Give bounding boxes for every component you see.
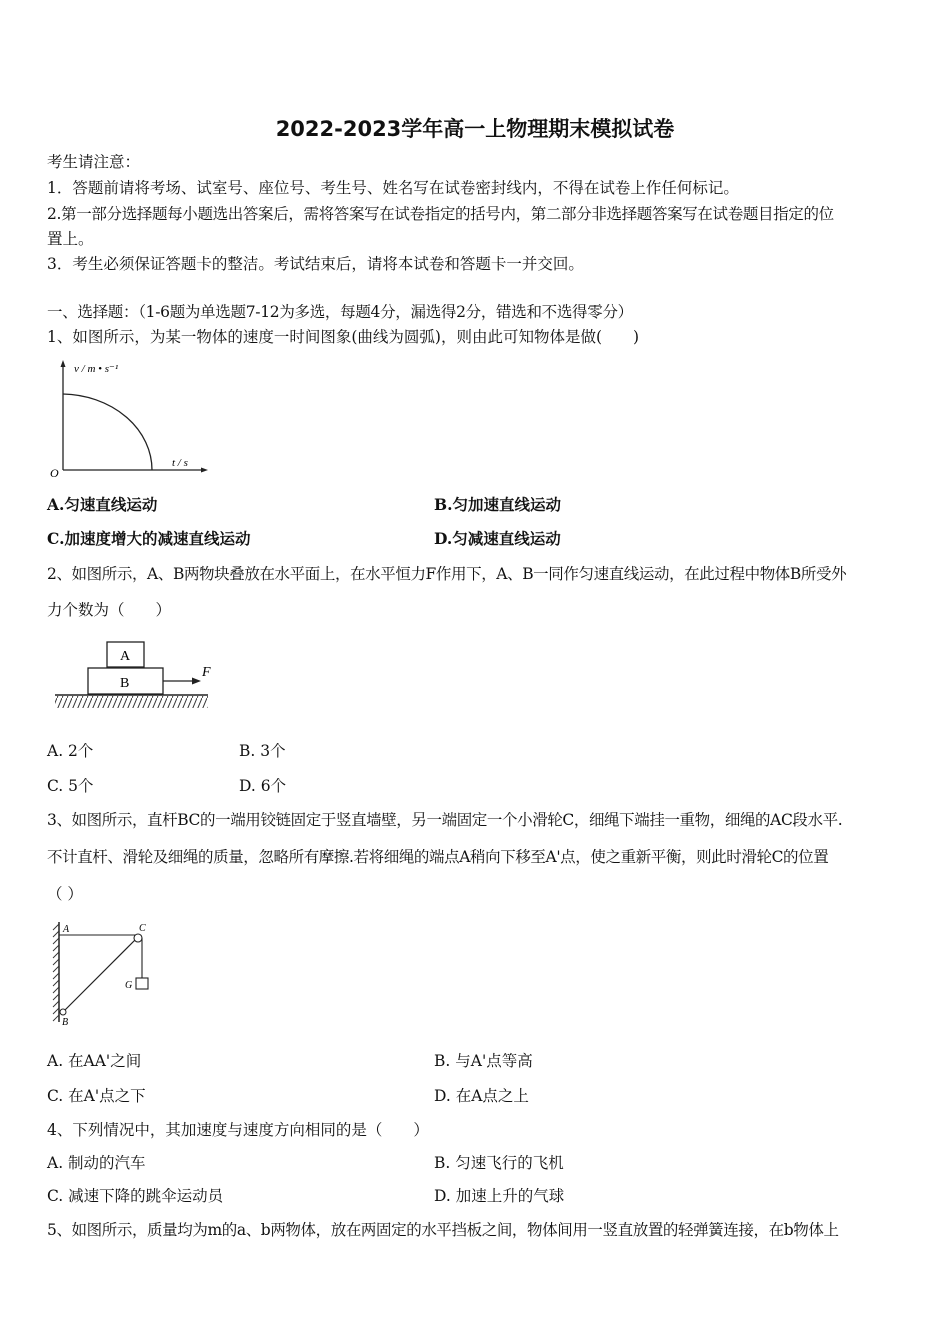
- question-4-option-d: D. 加速上升的气球: [434, 1187, 565, 1205]
- force-arrow: [192, 678, 201, 685]
- question-5-stem: 5、如图所示，质量均为m的a、b两物体，放在两固定的水平挡板之间，物体间用一竖直放置的轻弹簧连接，在b物体上: [47, 1221, 839, 1239]
- notice-item: 1．答题前请将考场、试室号、座位号、考生号、姓名写在试卷密封线内，不得在试卷上作任何标记。: [47, 179, 739, 197]
- rod-bc: [62, 939, 136, 1013]
- ground: [55, 696, 208, 708]
- question-3-stem: （ ）: [47, 885, 83, 903]
- question-2-stem: 力个数为（ ）: [47, 601, 172, 619]
- question-4-option-b: B. 匀速飞行的飞机: [434, 1154, 564, 1172]
- block-b-label: B: [120, 676, 130, 691]
- question-3-option-d: D. 在A点之上: [434, 1087, 529, 1105]
- question-4-option-a: A. 制动的汽车: [47, 1154, 146, 1172]
- question-1-option-d: D.匀减速直线运动: [434, 529, 561, 548]
- question-1-option-a: A.匀速直线运动: [47, 495, 158, 514]
- notice-item: 2.第一部分选择题每小题选出答案后，需将答案写在试卷指定的括号内，第二部分非选择题答案写在试卷题目指定的位: [47, 205, 834, 223]
- notice-heading: 考生请注意：: [47, 153, 141, 171]
- block-a-label: A: [120, 649, 131, 664]
- pulley-c: [134, 934, 142, 942]
- question-3-option-c: C. 在A'点之下: [47, 1087, 146, 1105]
- hinge-b: [60, 1009, 66, 1015]
- x-axis-label: t / s: [172, 457, 188, 469]
- question-3-option-a: A. 在AA'之间: [47, 1052, 142, 1070]
- question-2-stem: 2、如图所示，A、B两物块叠放在水平面上，在水平恒力F作用下，A、B一同作匀速直线运动，在此过程中物体B所受外: [47, 565, 847, 583]
- section-heading: 一、选择题：（1-6题为单选题7-12为多选，每题4分，漏选得2分，错选和不选得零分）: [47, 303, 633, 321]
- question-1-stem: 1、如图所示，为某一物体的速度一时间图象(曲线为圆弧)，则由此可知物体是做( ): [47, 328, 640, 346]
- notice-item: 3．考生必须保证答题卡的整洁。考试结束后，请将本试卷和答题卡一并交回。: [47, 255, 584, 273]
- point-b-label: B: [62, 1017, 69, 1028]
- question-4-stem: 4、下列情况中，其加速度与速度方向相同的是（ ）: [47, 1121, 429, 1139]
- weight-g: [136, 978, 148, 989]
- origin-label: O: [50, 466, 59, 480]
- question-3-stem: 3、如图所示，直杆BC的一端用铰链固定于竖直墙壁，另一端固定一个小滑轮C，细绳下端挂一重物，细绳的AC段水平.: [47, 811, 843, 829]
- weight-label: G: [125, 980, 133, 991]
- question-1-option-b: B.匀加速直线运动: [434, 495, 561, 514]
- question-4-option-c: C. 减速下降的跳伞运动员: [47, 1187, 224, 1205]
- question-3-stem: 不计直杆、滑轮及细绳的质量，忽略所有摩擦.若将细绳的端点A稍向下移至A'点，使之重新平衡，则此时滑轮C的位置: [47, 848, 829, 866]
- question-2-option-d: D. 6个: [239, 777, 287, 795]
- point-c-label: C: [139, 923, 146, 934]
- force-label: F: [202, 665, 211, 680]
- stacked-blocks-figure: [52, 638, 222, 714]
- question-2-option-b: B. 3个: [239, 742, 286, 760]
- notice-item: 置上。: [47, 230, 94, 248]
- question-3-option-b: B. 与A'点等高: [434, 1052, 533, 1070]
- question-1-option-c: C.加速度增大的减速直线运动: [47, 529, 251, 548]
- exam-title: 2022-2023学年高一上物理期末模拟试卷: [275, 117, 675, 141]
- question-2-option-a: A. 2个: [47, 742, 94, 760]
- velocity-time-graph: [48, 358, 218, 480]
- point-a-label: A: [63, 924, 70, 935]
- y-axis-label: v / m • s⁻¹: [74, 363, 119, 375]
- question-2-option-c: C. 5个: [47, 777, 94, 795]
- pulley-rod-figure: [48, 918, 163, 1030]
